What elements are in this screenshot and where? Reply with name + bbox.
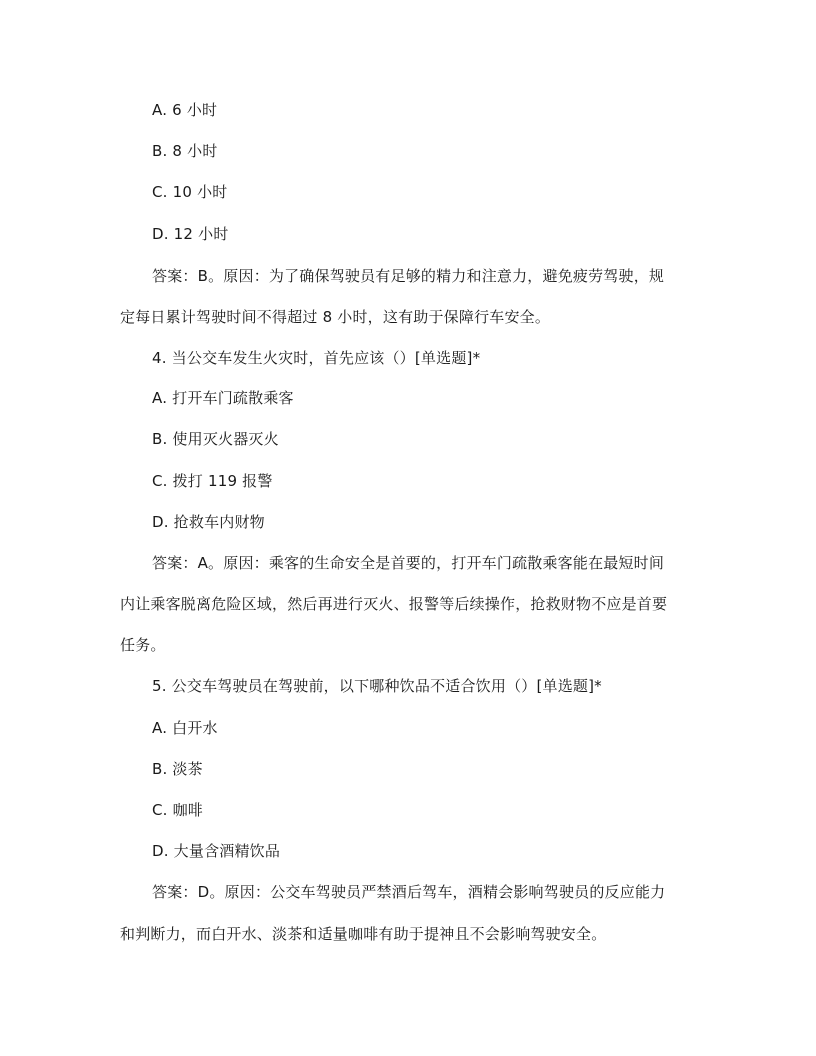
q3-option-b: B. 8 小时	[152, 142, 218, 160]
q4-option-b: B. 使用灭火器灭火	[152, 430, 279, 448]
q4-question: 4. 当公交车发生火灾时，首先应该（）[单选题]*	[152, 349, 481, 367]
q5-question: 5. 公交车驾驶员在驾驶前，以下哪种饮品不适合饮用（）[单选题]*	[152, 677, 602, 695]
q5-answer-line-1: 答案：D。原因：公交车驾驶员严禁酒后驾车，酒精会影响驾驶员的反应能力	[152, 883, 666, 901]
q4-option-a: A. 打开车门疏散乘客	[152, 389, 294, 407]
q5-option-d: D. 大量含酒精饮品	[152, 842, 281, 860]
q3-option-c: C. 10 小时	[152, 183, 228, 201]
q4-answer-line-1: 答案：A。原因：乘客的生命安全是首要的，打开车门疏散乘客能在最短时间	[152, 554, 665, 572]
q5-answer-line-2: 和判断力，而白开水、淡茶和适量咖啡有助于提神且不会影响驾驶安全。	[120, 925, 607, 943]
q4-answer-line-3: 任务。	[120, 636, 166, 654]
q4-option-c: C. 拨打 119 报警	[152, 472, 273, 490]
q3-option-d: D. 12 小时	[152, 225, 229, 243]
q3-answer-line-1: 答案：B。原因：为了确保驾驶员有足够的精力和注意力，避免疲劳驾驶，规	[152, 267, 665, 285]
q5-option-c: C. 咖啡	[152, 801, 204, 819]
q3-option-a: A. 6 小时	[152, 101, 218, 119]
q3-answer-line-2: 定每日累计驾驶时间不得超过 8 小时，这有助于保障行车安全。	[120, 308, 551, 326]
q5-option-b: B. 淡茶	[152, 760, 203, 778]
q4-option-d: D. 抢救车内财物	[152, 513, 265, 531]
q4-answer-line-2: 内让乘客脱离危险区域，然后再进行灭火、报警等后续操作，抢救财物不应是首要	[120, 595, 668, 613]
q5-option-a: A. 白开水	[152, 719, 218, 737]
